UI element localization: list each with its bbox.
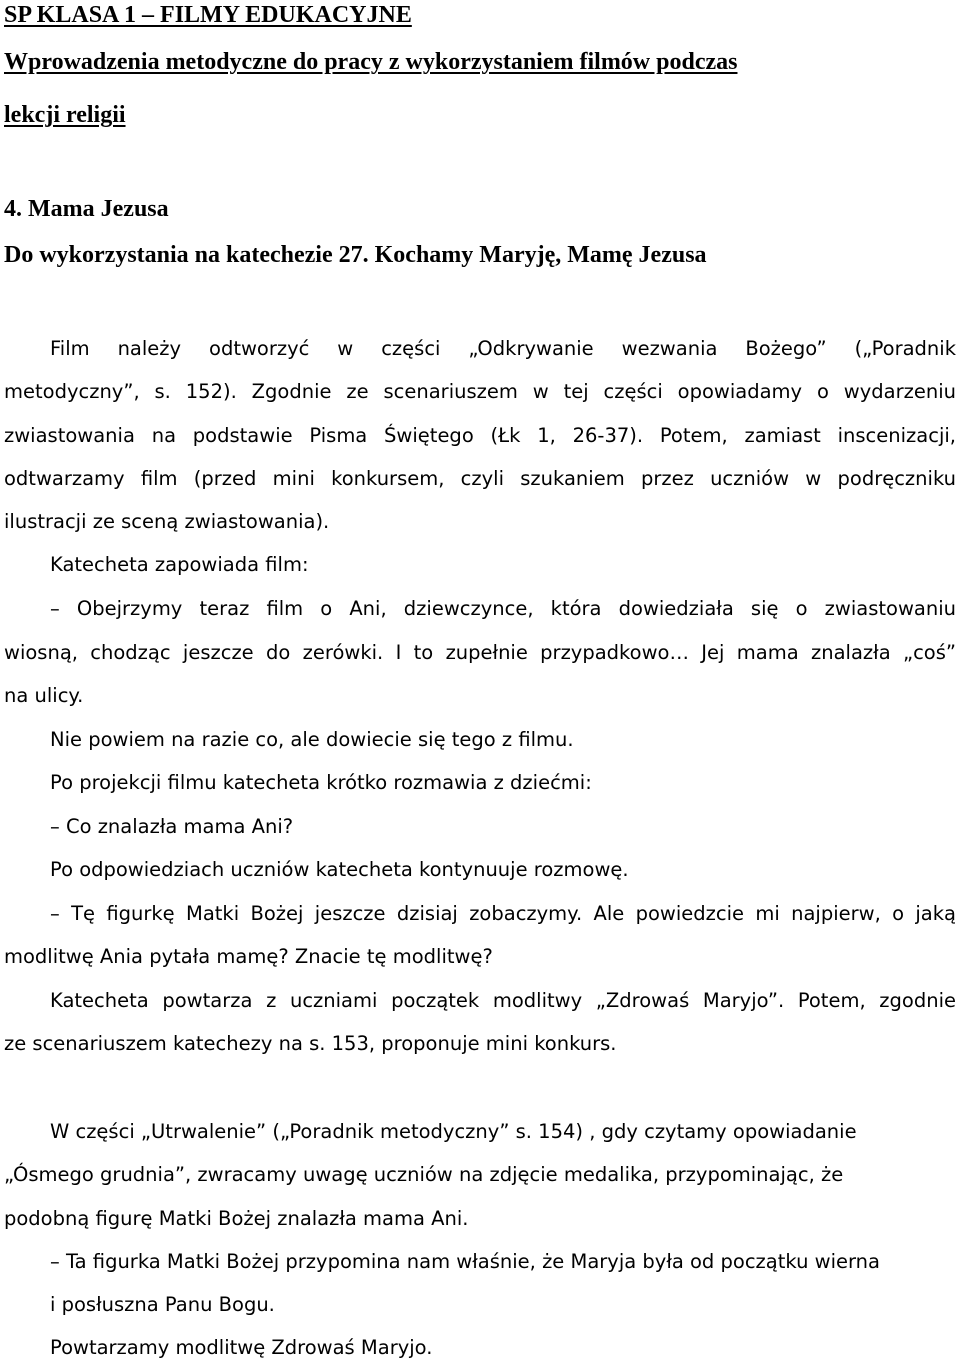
paragraph-line: Powtarzamy modlitwę Zdrowaś Maryjo. — [50, 1336, 433, 1359]
dialogue-line: – Ta figurka Matki Bożej przypomina nam właśnie, że Maryja była od początku wierna — [50, 1250, 880, 1273]
paragraph-line: odtwarzamy film (przed mini konkursem, czyli szukaniem przez uczniów w podręczniku — [4, 467, 956, 490]
paragraph-line: ze scenariuszem katechezy na s. 153, proponuje mini konkurs. — [4, 1032, 617, 1055]
paragraph-line: metodyczny”, s. 152). Zgodnie ze scenariuszem w tej części opowiadamy o wydarzeniu — [4, 380, 956, 403]
subtitle-line-2: lekcji religii — [4, 102, 126, 128]
paragraph-line: Katecheta powtarza z uczniami początek modlitwy „Zdrowaś Maryjo”. Potem, zgodnie — [50, 989, 956, 1012]
dialogue-line: – Co znalazła mama Ani? — [50, 815, 294, 838]
paragraph-line: podobną figurę Matki Bożej znalazła mama Ani. — [4, 1207, 469, 1230]
class-title: SP KLASA 1 – FILMY EDUKACYJNE — [4, 2, 412, 28]
paragraph-line: Katecheta zapowiada film: — [50, 553, 309, 576]
dialogue-line: – Tę figurkę Matki Bożej jeszcze dzisiaj zobaczymy. Ale powiedzcie mi najpierw, o jaką — [50, 902, 956, 925]
paragraph-line: Po projekcji filmu katecheta krótko rozmawia z dziećmi: — [50, 771, 592, 794]
subtitle-line-1: Wprowadzenia metodyczne do pracy z wykorzystaniem filmów podczas — [4, 49, 738, 75]
paragraph-line: ilustracji ze sceną zwiastowania). — [4, 510, 330, 533]
paragraph-line: Nie powiem na razie co, ale dowiecie się tego z filmu. — [50, 728, 574, 751]
paragraph-line: modlitwę Ania pytała mamę? Znacie tę modlitwę? — [4, 945, 493, 968]
paragraph-line: „Ósmego grudnia”, zwracamy uwagę uczniów na zdjęcie medalika, przypominając, że — [4, 1163, 844, 1186]
paragraph-line: na ulicy. — [4, 684, 84, 707]
paragraph-line: wiosną, chodząc jeszcze do zerówki. I to zupełnie przypadkowo… Jej mama znalazła „coś” — [4, 641, 956, 664]
paragraph-line: W części „Utrwalenie” („Poradnik metodyczny” s. 154) , gdy czytamy opowiadanie — [50, 1120, 857, 1143]
dialogue-line: – Obejrzymy teraz film o Ani, dziewczynce, która dowiedziała się o zwiastowaniu — [50, 597, 956, 620]
paragraph-line: zwiastowania na podstawie Pisma Świętego (Łk 1, 26-37). Potem, zamiast inscenizacji, — [4, 424, 956, 447]
paragraph-line: i posłuszna Panu Bogu. — [50, 1293, 275, 1316]
paragraph-line: Po odpowiedziach uczniów katecheta kontynuuje rozmowę. — [50, 858, 629, 881]
section-usage: Do wykorzystania na katechezie 27. Kochamy Maryję, Mamę Jezusa — [4, 242, 707, 268]
section-title: 4. Mama Jezusa — [4, 196, 169, 222]
paragraph-line: Film należy odtworzyć w części „Odkrywanie wezwania Bożego” („Poradnik — [50, 337, 956, 360]
